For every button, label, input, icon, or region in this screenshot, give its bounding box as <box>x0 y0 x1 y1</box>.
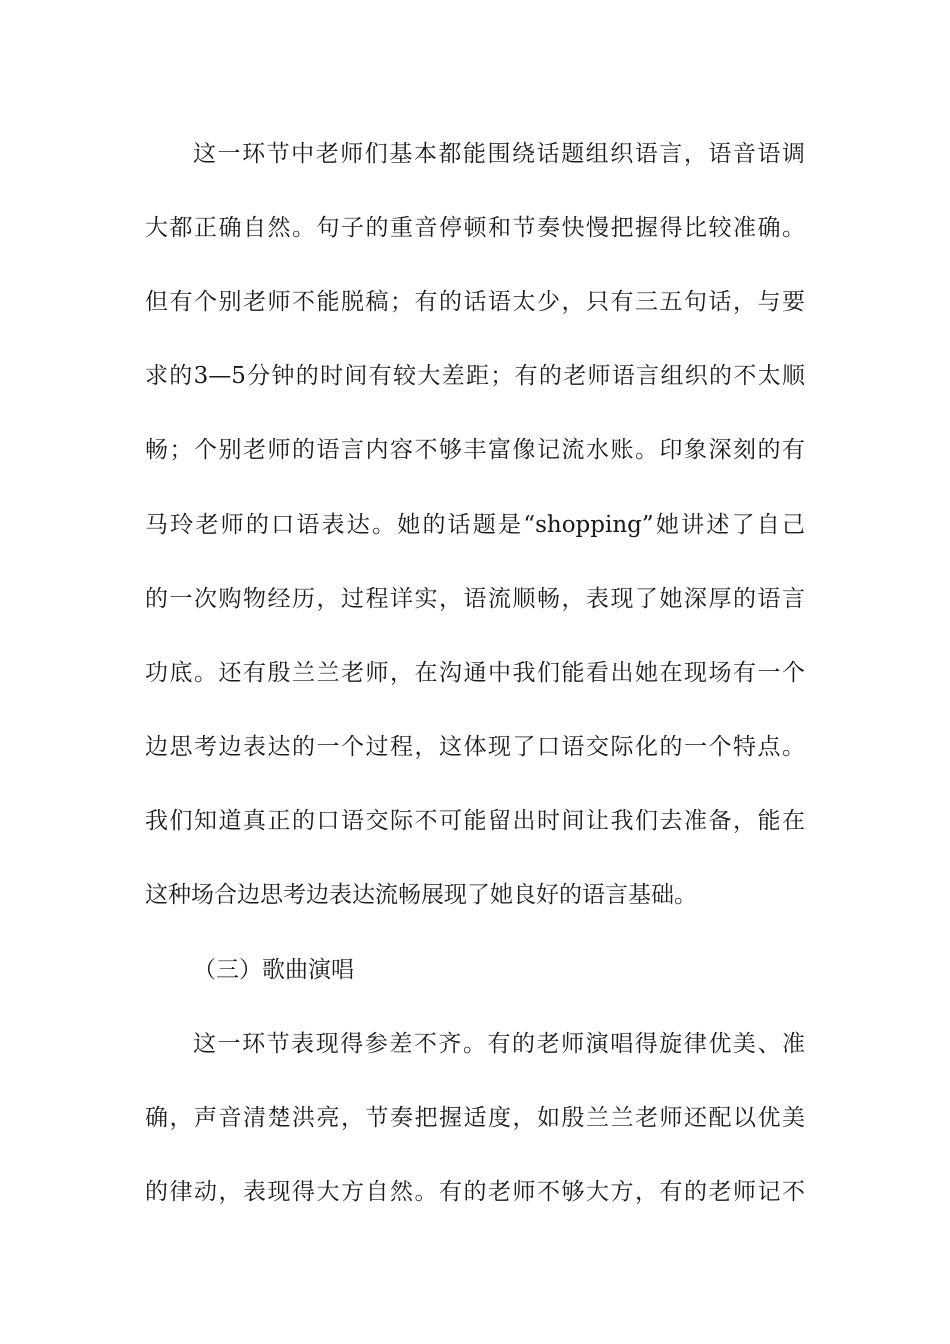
paragraph-1-line-1: 这一环节中老师们基本都能围绕话题组织语言，语音语调 <box>193 141 805 167</box>
section-heading: （三）歌曲演唱 <box>193 957 354 983</box>
paragraph-2-line-2: 确，声音清楚洪亮，节奏把握适度，如殷兰兰老师还配以优美 <box>145 1105 805 1131</box>
paragraph-1-line-10: 我们知道真正的口语交际不可能留出时间让我们去准备，能在 <box>145 808 805 834</box>
paragraph-1-line-7: 的一次购物经历，过程详实，语流顺畅，表现了她深厚的语言 <box>145 586 805 612</box>
paragraph-1-line-5: 畅；个别老师的语言内容不够丰富像记流水账。印象深刻的有 <box>145 437 805 463</box>
paragraph-1-line-3: 但有个别老师不能脱稿；有的话语太少，只有三五句话，与要 <box>145 289 805 315</box>
paragraph-2-line-3: 的律动，表现得大方自然。有的老师不够大方，有的老师记不 <box>145 1179 805 1205</box>
paragraph-2-line-1: 这一环节表现得参差不齐。有的老师演唱得旋律优美、准 <box>193 1031 805 1057</box>
paragraph-1-line-9: 边思考边表达的一个过程，这体现了口语交际化的一个特点。 <box>145 734 805 760</box>
paragraph-1-line-4: 求的3—5分钟的时间有较大差距；有的老师语言组织的不太顺 <box>145 363 805 389</box>
paragraph-1-line-11: 这种场合边思考边表达流畅展现了她良好的语言基础。 <box>145 882 697 908</box>
paragraph-1-line-2: 大都正确自然。句子的重音停顿和节奏快慢把握得比较准确。 <box>145 215 805 241</box>
paragraph-1-line-6: 马玲老师的口语表达。她的话题是“shopping”她讲述了自己 <box>145 512 805 538</box>
paragraph-1-line-8: 功底。还有殷兰兰老师，在沟通中我们能看出她在现场有一个 <box>145 660 805 686</box>
